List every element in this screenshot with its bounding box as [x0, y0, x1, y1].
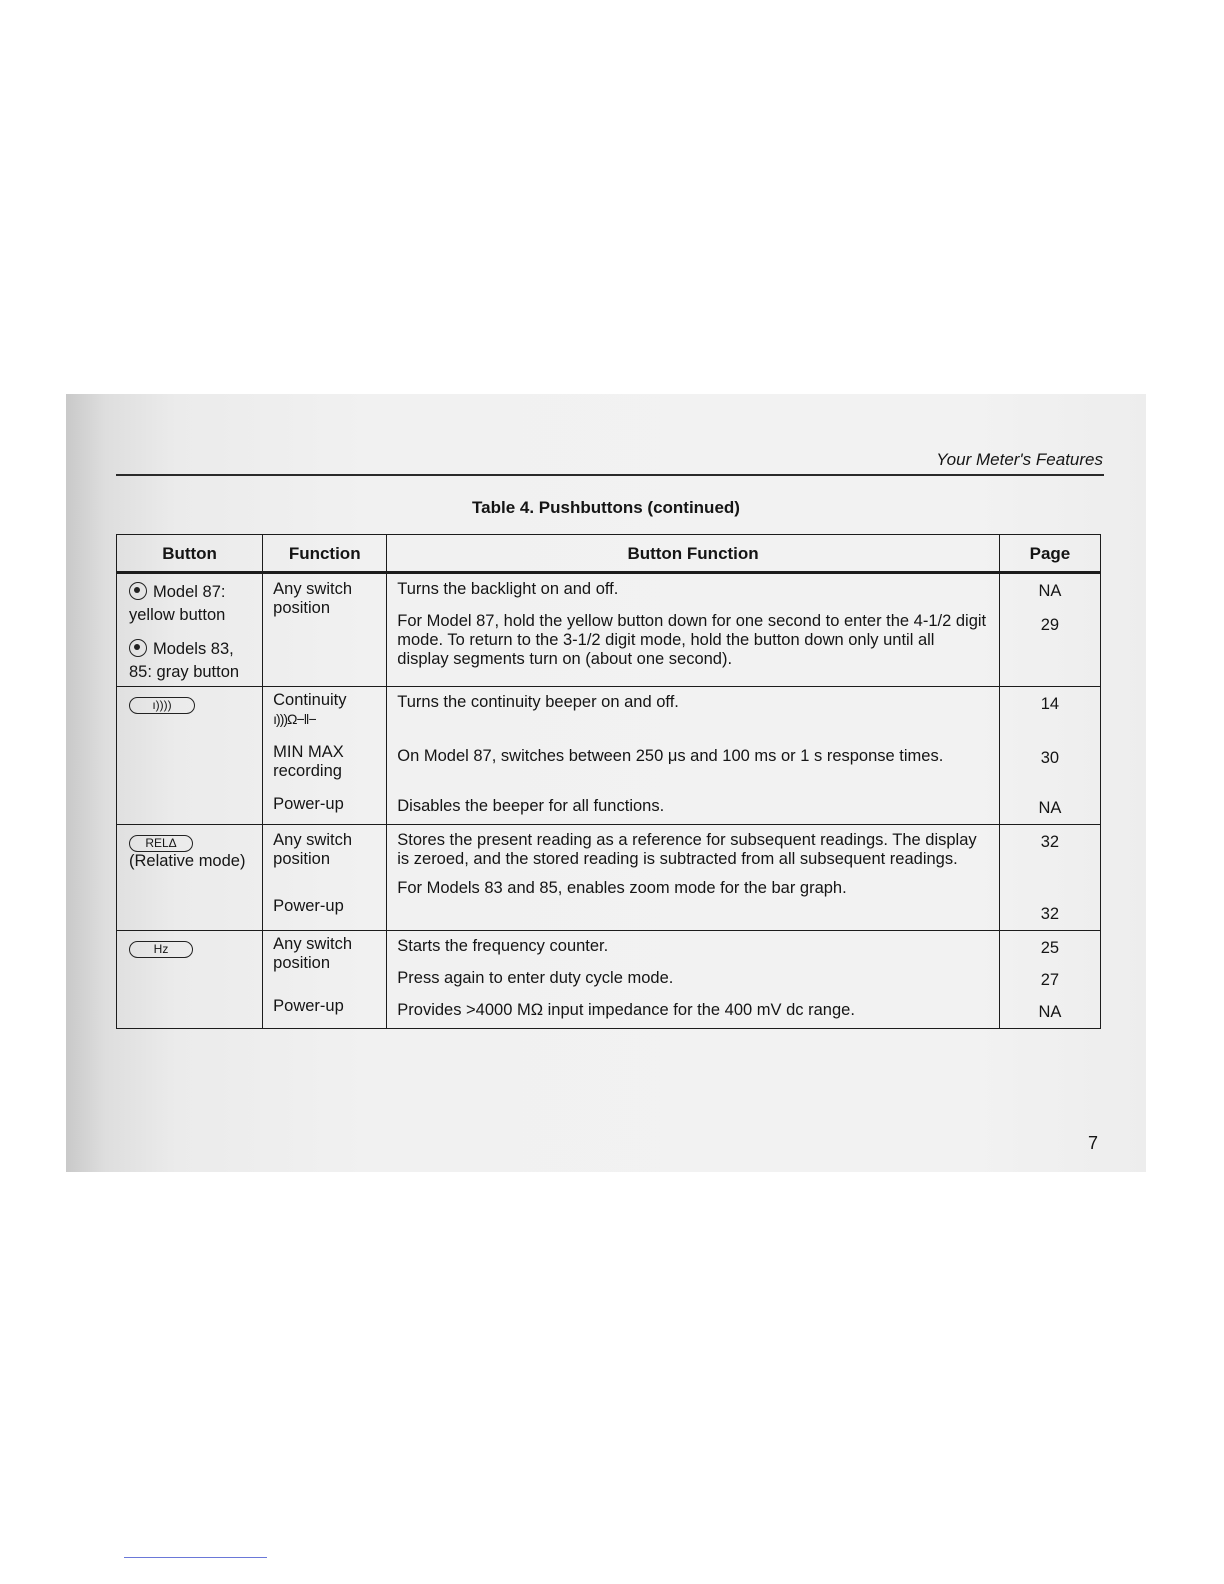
table-row	[117, 931, 1101, 1029]
page-ref: 32	[1040, 833, 1060, 851]
function-cell	[263, 573, 387, 687]
description-cell	[387, 573, 1000, 687]
scanned-page	[66, 394, 1146, 1172]
column-header: Button Function	[387, 535, 1000, 573]
function-text: Any switch position	[273, 580, 352, 617]
continuity-symbols-icon: ı)))Ω−‖−	[273, 711, 316, 727]
button-cell	[117, 931, 263, 1029]
description-text: Stores the present reading as a reference for subsequent readings. The display is zeroed, and the stored reading is subtracted from all subsequent readings.	[397, 831, 977, 868]
table-caption: Table 4. Pushbuttons (continued)	[472, 498, 740, 517]
function-text: Power-up	[273, 897, 344, 915]
button-cell	[117, 687, 263, 825]
page-ref: 32	[1040, 905, 1060, 923]
button-caption: (Relative mode)	[129, 852, 246, 870]
button-cell	[117, 825, 263, 931]
beeper-button-icon: ı))))	[129, 697, 195, 714]
table-header-row	[117, 535, 1101, 573]
column-header: Function	[263, 535, 387, 573]
backlight-dial-icon	[129, 639, 147, 657]
column-header: Button	[117, 535, 263, 573]
description-cell	[387, 687, 1000, 825]
section-header: Your Meter's Features	[936, 450, 1103, 469]
button-label: 85: gray button	[129, 663, 240, 681]
function-text: Any switch position	[273, 831, 352, 868]
description-text: Turns the backlight on and off.	[397, 580, 619, 598]
pushbuttons-table	[116, 534, 1101, 1029]
description-text: Turns the continuity beeper on and off.	[397, 693, 679, 711]
function-text: Power-up	[273, 795, 344, 813]
hz-button-icon: Hz	[129, 941, 193, 958]
function-cell	[263, 687, 387, 825]
function-cell	[263, 931, 387, 1029]
page-ref: 30	[1040, 749, 1060, 767]
page-number: 7	[1087, 1133, 1098, 1153]
backlight-dial-icon	[129, 582, 147, 600]
description-text: Disables the beeper for all functions.	[397, 797, 665, 815]
function-text: Any switch position	[273, 935, 352, 972]
button-label: Model 87:	[153, 583, 226, 601]
description-cell	[387, 931, 1000, 1029]
header-rule	[116, 474, 1104, 476]
button-label: Models 83,	[153, 640, 234, 658]
page-cell	[999, 825, 1100, 931]
button-label: yellow button	[129, 606, 226, 624]
description-cell	[387, 825, 1000, 931]
page-ref: 25	[1040, 939, 1060, 957]
page-ref: NA	[1038, 582, 1062, 600]
description-text: On Model 87, switches between 250 μs and 100 ms or 1 s response times.	[397, 747, 944, 765]
function-cell	[263, 825, 387, 931]
page-cell	[999, 687, 1100, 825]
button-cell	[117, 573, 263, 687]
description-text: Press again to enter duty cycle mode.	[397, 969, 674, 987]
column-header: Page	[999, 535, 1100, 573]
table-row	[117, 687, 1101, 825]
description-text: For Models 83 and 85, enables zoom mode for the bar graph.	[397, 879, 847, 897]
function-text: Power-up	[273, 997, 344, 1015]
page-ref: 29	[1040, 616, 1060, 634]
page-cell	[999, 573, 1100, 687]
description-text: For Model 87, hold the yellow button down for one second to enter the 4-1/2 digit mode. To return to the 3-1/2 digit mode, hold the button down only until all display segments turn on (about one second).	[397, 612, 987, 668]
description-text: Provides >4000 MΩ input impedance for the 400 mV dc range.	[397, 1001, 855, 1019]
table-row	[117, 825, 1101, 931]
page-ref: NA	[1038, 1003, 1062, 1021]
page-cell	[999, 931, 1100, 1029]
function-text: Continuity	[273, 691, 347, 709]
description-text: Starts the frequency counter.	[397, 937, 609, 955]
relative-button-icon: RELΔ	[129, 835, 193, 852]
function-text: MIN MAX recording	[273, 743, 344, 780]
footer-underline	[124, 1557, 267, 1558]
table-row	[117, 573, 1101, 687]
page-ref: 14	[1040, 695, 1060, 713]
page-ref: NA	[1038, 799, 1062, 817]
page-ref: 27	[1040, 971, 1060, 989]
